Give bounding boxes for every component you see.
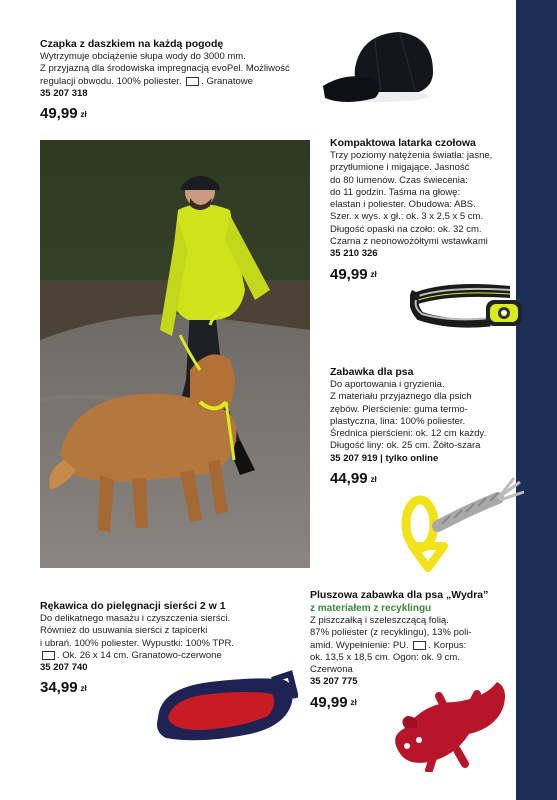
product-title: Czapka z daszkiem na każdą pogodę (40, 38, 224, 50)
product-title: Pluszowa zabawka dla psa „Wydra” (310, 589, 489, 601)
product-headlamp (330, 137, 520, 283)
product-title: Kompaktowa latarka czołowa (330, 137, 476, 149)
product-description: Wytrzymuje obciążenie słupa wody do 3000 mm. Z przyjazną dla środowiska impregnacją evoPel. Możliwość regulacji obwodu. 100% poliester. . Granatowe (40, 51, 290, 87)
cap-image (315, 28, 443, 108)
product-toy (330, 366, 520, 487)
wash-30-icon (186, 77, 199, 86)
product-cap (40, 38, 310, 122)
product-subtitle: z materiałem z recyklingu (310, 603, 432, 614)
product-price: 49,99 zł (330, 265, 377, 283)
product-code: 35 207 919 | tylko online (330, 452, 439, 464)
product-description: Trzy poziomy natężenia światła: jasne, przytłumione i migające. Jasność do 80 lumenów. Czas świecenia: do 11 godzin. Taśma na głowę: elastan i poliester. Obudowa: ABS. Szer. x wys. x gł.: ok. 3 x 2,5 x 5 cm. Długość opaski na czoło: ok. 32 cm. Czarna z neonowożółtymi wstawkami (330, 150, 493, 248)
lifestyle-photo (40, 140, 310, 568)
product-code: 35 207 775 (310, 676, 358, 688)
wash-30-icon (413, 641, 426, 650)
product-description: Do delikatnego masażu i czyszczenia sierści. Również do usuwania sierści z tapicerki i ubrań. 100% poliester. Wypustki: 100% TPR. . Ok. 26 x 14 cm. Granatowo-czerwone (40, 613, 235, 661)
brand-sidebar (516, 0, 557, 800)
glove-image (150, 668, 298, 746)
product-description: Do aportowania i gryzienia. Z materiału przyjaznego dla psich zębów. Pierścienie: guma termo- plastyczna, lina: 100% poliester. Średnica pierścieni: ok. 12 cm każdy. Długość liny: ok. 25 cm. Żółto-szara (330, 379, 487, 452)
product-code: 35 207 318 (40, 87, 88, 99)
product-title: Rękawica do pielęgnacji sierści 2 w 1 (40, 600, 226, 612)
otter-image (385, 672, 515, 772)
product-code: 35 207 740 (40, 662, 88, 674)
product-price: 34,99 zł (40, 679, 87, 697)
toy-image (398, 476, 526, 574)
product-price: 49,99 zł (310, 693, 357, 711)
product-title: Zabawka dla psa (330, 366, 414, 378)
product-price: 49,99 zł (40, 105, 87, 123)
product-price: 44,99 zł (330, 470, 377, 488)
product-description: Z piszczałką i szeleszczącą folią. 87% poliester (z recyklingu), 13% poli- amid. Wypełnienie: PU. . Korpus: ok. 13,5 x 18,5 cm. Ogon: ok. 9 cm. Czerwona (310, 615, 472, 676)
wash-30-icon (42, 651, 55, 660)
product-code: 35 210 326 (330, 248, 378, 260)
headlamp-image (410, 270, 525, 338)
